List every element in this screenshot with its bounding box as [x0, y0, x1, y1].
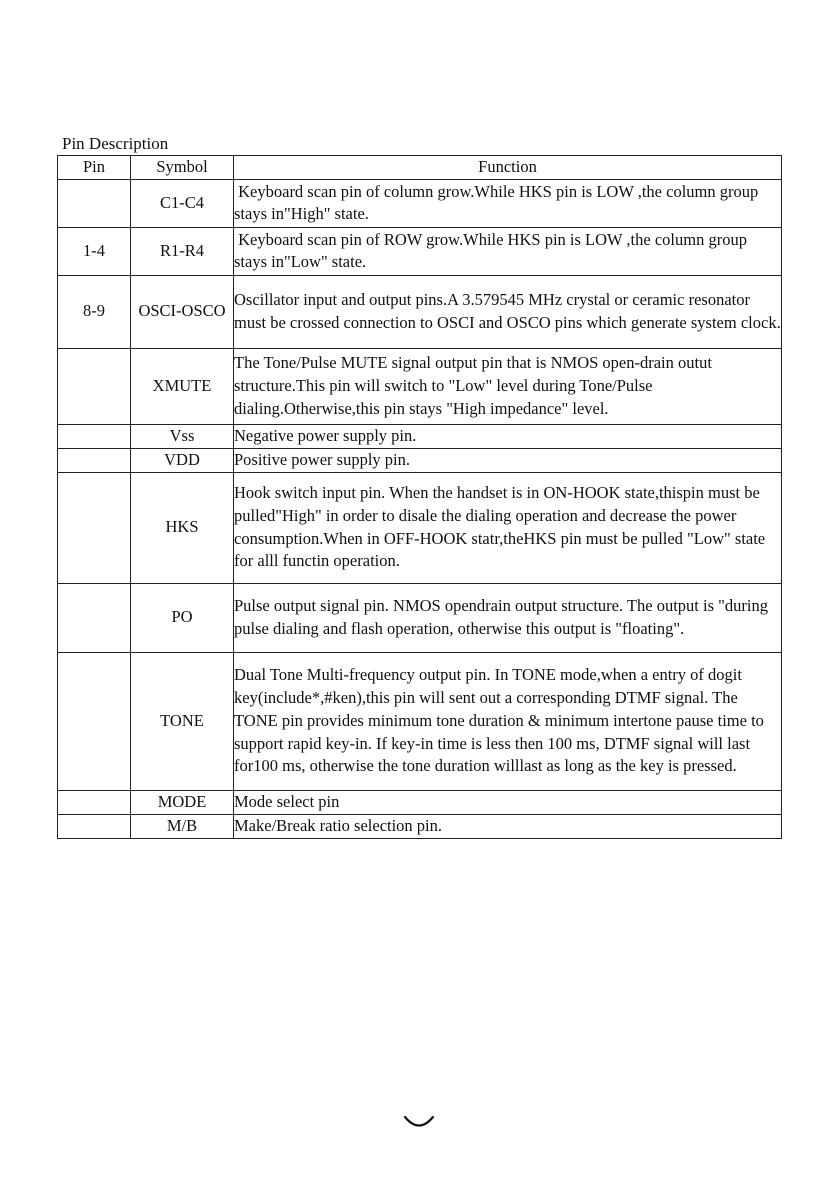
pin-cell — [58, 472, 131, 583]
symbol-cell: VDD — [131, 448, 234, 472]
column-header-function: Function — [234, 156, 782, 180]
table-row — [58, 790, 782, 814]
symbol-cell: R1-R4 — [131, 227, 234, 275]
symbol-cell: M/B — [131, 814, 234, 838]
symbol-cell: Vss — [131, 424, 234, 448]
page-title: Pin Description — [62, 134, 169, 153]
function-cell: Hook switch input pin. When the handset is in ON-HOOK state,thispin must be pulled"High" in order to disale the dialing operation and decrease the power consumption.When in OFF-HOOK statr,theHKS pin must be pulled "Low" state for alll functin operation. — [234, 472, 782, 583]
column-header-pin: Pin — [58, 156, 131, 180]
pin-cell — [58, 790, 131, 814]
symbol-cell: XMUTE — [131, 348, 234, 424]
table-row — [58, 424, 782, 448]
pin-cell — [58, 583, 131, 652]
function-cell: Make/Break ratio selection pin. — [234, 814, 782, 838]
pin-cell — [58, 814, 131, 838]
function-cell: Positive power supply pin. — [234, 448, 782, 472]
function-cell: Keyboard scan pin of column grow.While HKS pin is LOW ,the column group stays in"High" state. — [234, 179, 782, 227]
function-cell: Pulse output signal pin. NMOS opendrain output structure. The output is "during pulse dialing and flash operation, otherwise this output is "floating". — [234, 583, 782, 652]
table-row — [58, 448, 782, 472]
symbol-cell: OSCI-OSCO — [131, 275, 234, 348]
symbol-cell: MODE — [131, 790, 234, 814]
table-row — [58, 275, 782, 348]
symbol-cell: HKS — [131, 472, 234, 583]
pin-cell — [58, 424, 131, 448]
table-row — [58, 179, 782, 227]
pin-cell: 1-4 — [58, 227, 131, 275]
column-header-symbol: Symbol — [131, 156, 234, 180]
symbol-cell: PO — [131, 583, 234, 652]
table-row — [58, 348, 782, 424]
symbol-cell: C1-C4 — [131, 179, 234, 227]
table-row — [58, 227, 782, 275]
table-header-row — [58, 156, 782, 180]
function-cell: The Tone/Pulse MUTE signal output pin that is NMOS open-drain outut structure.This pin will switch to "Low" level during Tone/Pulse dialing.Otherwise,this pin stays "High impedance" level. — [234, 348, 782, 424]
symbol-cell: TONE — [131, 652, 234, 790]
pin-cell: 8-9 — [58, 275, 131, 348]
function-cell: Dual Tone Multi-frequency output pin. In TONE mode,when a entry of dogit key(include*,#ken),this pin will sent out a corresponding DTMF signal. The TONE pin provides minimum tone duration & minimum intertone pause time to support rapid key-in. If key-in time is less then 100 ms, DTMF signal will last for100 ms, otherwise the tone duration willlast as long as the key is pressed. — [234, 652, 782, 790]
function-cell: Negative power supply pin. — [234, 424, 782, 448]
page-footer-mark — [402, 1114, 436, 1134]
pin-description-table — [57, 155, 782, 839]
pin-cell — [58, 652, 131, 790]
table-row — [58, 652, 782, 790]
table-row — [58, 814, 782, 838]
pin-cell — [58, 348, 131, 424]
table-row — [58, 583, 782, 652]
pin-cell — [58, 448, 131, 472]
function-cell: Mode select pin — [234, 790, 782, 814]
function-cell: Keyboard scan pin of ROW grow.While HKS pin is LOW ,the column group stays in"Low" state. — [234, 227, 782, 275]
pin-cell — [58, 179, 131, 227]
table-row — [58, 472, 782, 583]
function-cell: Oscillator input and output pins.A 3.579545 MHz crystal or ceramic resonator must be crossed connection to OSCI and OSCO pins which generate system clock. — [234, 275, 782, 348]
